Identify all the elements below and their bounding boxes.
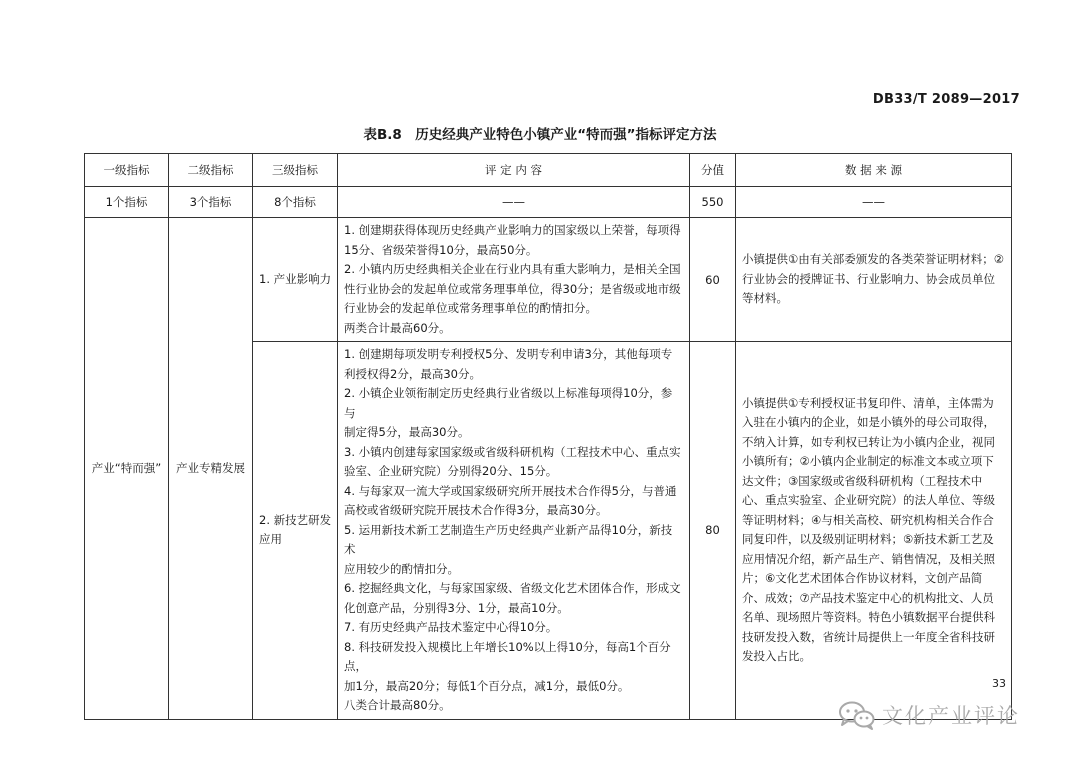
content-line: 行业协会的发起单位或常务理事单位的酌情扣分。 xyxy=(344,301,597,315)
header-level3: 三级指标 xyxy=(253,154,338,187)
wechat-icon xyxy=(838,700,876,730)
watermark xyxy=(838,698,1020,732)
content-line: 15分、省级荣誉得10分，最高50分。 xyxy=(344,242,538,257)
table-row xyxy=(85,218,1012,342)
content-line: 制定得5分，最高30分。 xyxy=(344,425,470,439)
content-line: 八类合计最高80分。 xyxy=(344,698,451,712)
content-line: 7. 有历史经典产品技术鉴定中心得10分。 xyxy=(344,620,558,634)
content-line: 5. 运用新技术新工艺制造生产历史经典产业新产品得10分，新技术 xyxy=(344,522,673,556)
count-level3: 8个指标 xyxy=(253,187,338,218)
content-line: 3. 小镇内创建每家国家级或省级科研机构（工程技术中心、重点实 xyxy=(344,444,681,459)
count-source: —— xyxy=(736,187,1012,218)
standard-code: DB33/T 2089—2017 xyxy=(872,92,1020,107)
level1-cell: 产业“特而强” xyxy=(85,218,169,720)
content-line: 2. 小镇内历史经典相关企业在行业内具有重大影响力，是相关全国 xyxy=(344,262,681,276)
content-line: 加1分，最高20分；每低1个百分点，减1分，最低0分。 xyxy=(344,678,630,693)
score-cell: 60 xyxy=(690,218,736,342)
content-line: 应用较少的酌情扣分。 xyxy=(344,561,459,576)
content-line: 高校或省级研究院开展技术合作得3分，最高30分。 xyxy=(344,503,608,517)
page-number: 33 xyxy=(992,677,1006,690)
content-cell xyxy=(338,342,690,720)
level2-cell: 产业专精发展 xyxy=(169,218,253,720)
table-header-row xyxy=(85,154,1012,187)
source-cell: 小镇提供①由有关部委颁发的各类荣誉证明材料；②行业协会的授牌证书、行业影响力、协会成员单位等材料。 xyxy=(736,218,1012,342)
level3-cell: 1. 产业影响力 xyxy=(253,218,338,342)
content-line: 8. 科技研发投入规模比上年增长10%以上得10分，每高1个百分点， xyxy=(344,639,671,673)
content-line: 4. 与每家双一流大学或国家级研究所开展技术合作得5分，与普通 xyxy=(344,483,677,498)
content-line: 6. 挖掘经典文化，与每家国家级、省级文化艺术团体合作，形成文 xyxy=(344,581,681,595)
content-line: 利授权得2分，最高30分。 xyxy=(344,366,481,381)
content-line: 2. 小镇企业领衔制定历史经典行业省级以上标准每项得10分，参与 xyxy=(344,386,673,420)
header-source: 数 据 来 源 xyxy=(736,154,1012,187)
level3-cell: 2. 新技艺研发应用 xyxy=(253,342,338,720)
count-level1: 1个指标 xyxy=(85,187,169,218)
source-cell: 小镇提供①专利授权证书复印件、清单，主体需为入驻在小镇内的企业，如是小镇外的母公司取得，不纳入计算，如专利权已转让为小镇内企业，视同小镇所有；②小镇内企业制定的标准文本或立项下达文件；③国家级或省级科研机构（工程技术中心、重点实验室、企业研究院）的法人单位、等级等证明材料；④与相关高校、研究机构相关合作合同复印件，以及级别证明材料；⑤新技术新工艺及应用情况介绍，新产品生产、销售情况，及相关照片；⑥文化艺术团体合作协议材料，文创产品简介、成效；⑦产品技术鉴定中心的机构批文、人员名单、现场照片等资料。特色小镇数据平台提供科技研发投入数，省统计局提供上一年度全省科技研发投入占比。 xyxy=(736,342,1012,720)
table-title: 表B.8 历史经典产业特色小镇产业“特而强”指标评定方法 xyxy=(363,127,717,143)
content-line: 性行业协会的发起单位或常务理事单位，得30分；是省级或地市级 xyxy=(344,281,681,296)
content-line: 验室、企业研究院）分别得20分、15分。 xyxy=(344,464,558,478)
content-line: 两类合计最高60分。 xyxy=(344,320,451,335)
content-cell xyxy=(338,218,690,342)
header-level2: 二级指标 xyxy=(169,154,253,187)
count-row xyxy=(85,187,1012,218)
header-score: 分值 xyxy=(690,154,736,187)
count-content: —— xyxy=(338,187,690,218)
content-line: 1. 创建期每项发明专利授权5分、发明专利申请3分，其他每项专 xyxy=(344,347,673,361)
score-cell: 80 xyxy=(690,342,736,720)
content-line: 1. 创建期获得体现历史经典产业影响力的国家级以上荣誉，每项得 xyxy=(344,223,681,237)
content-line: 化创意产品，分别得3分、1分，最高10分。 xyxy=(344,600,569,615)
evaluation-table xyxy=(84,153,1012,720)
header-content: 评 定 内 容 xyxy=(338,154,690,187)
watermark-text: 文化产业评论 xyxy=(882,704,1020,728)
header-level1: 一级指标 xyxy=(85,154,169,187)
count-score: 550 xyxy=(690,187,736,218)
count-level2: 3个指标 xyxy=(169,187,253,218)
